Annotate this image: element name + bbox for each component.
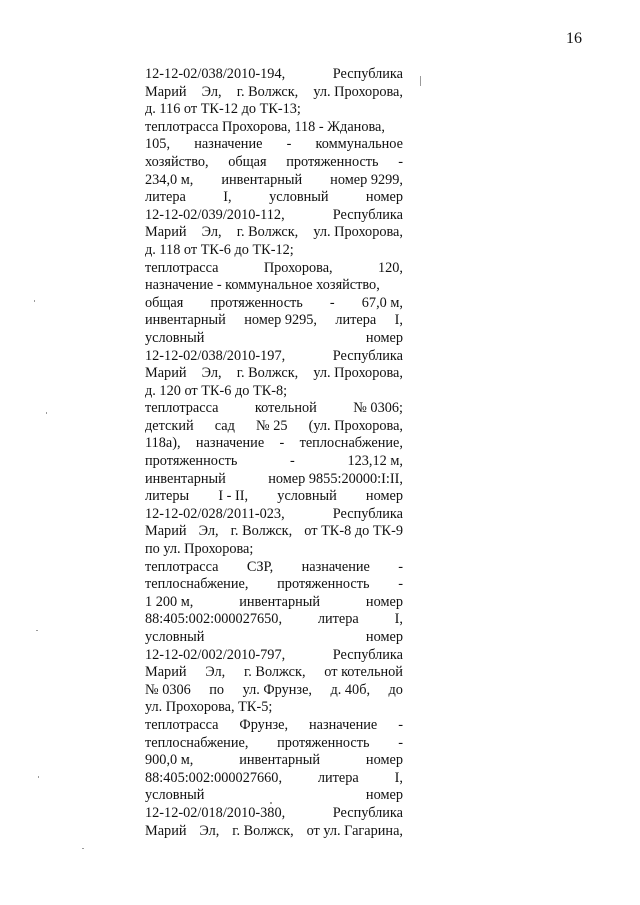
text-word: коммунальное [315,136,403,153]
text-line [145,541,403,559]
text-word: 12-12-02/038/2010-197, [145,347,286,364]
text-word: условный [145,787,205,804]
text-word: Эл, [201,224,222,241]
text-word: I, [394,312,403,329]
text-word: I, [223,189,232,206]
text-word: детский [145,417,194,434]
text-line [145,365,403,383]
text-word: протяженность [210,294,303,311]
text-line [145,207,403,225]
text-word: 234,0 м, [145,171,194,188]
text-line [145,823,403,841]
text-word: I, [394,769,403,786]
text-word: Республика [332,646,403,663]
text-word: инвентарный [221,171,303,188]
text-word: Республика [332,66,403,82]
text-line [145,348,403,366]
text-line [145,770,403,788]
text-word: Эл, [201,365,222,382]
text-word: теплоснабжение, [299,435,403,452]
text-word: ул. Прохорова, [313,365,403,382]
text-word: г. Волжск, [230,523,293,540]
text-line [145,717,403,735]
text-word: - [398,153,403,170]
text-word: 12-12-02/018/2010-380, [145,804,286,821]
text-word: теплотрасса [145,558,219,575]
text-word: Марий [145,664,187,681]
text-word: Эл, [201,83,222,100]
scan-speck [36,630,38,631]
text-line [145,242,403,260]
text-word: д. 40б, [330,681,371,698]
text-word: общая [228,153,267,170]
text-word: I - II, [218,488,249,505]
text-line [145,752,403,770]
text-word: 88:405:002:000027660, [145,769,283,786]
text-line [145,277,403,295]
text-word: номер [365,787,403,804]
text-line [145,154,403,172]
text-word: инвентарный [145,312,226,329]
text-word: номер 9295, [244,312,317,329]
text-word: д. 118 от ТК-6 до ТК-12; [145,241,294,258]
text-line [145,805,403,823]
text-line [145,488,403,506]
text-line [145,400,403,418]
document-body [145,66,403,840]
text-word: Эл, [199,822,220,839]
text-line [145,260,403,278]
text-word: 12-12-02/028/2011-023, [145,505,285,522]
text-line [145,330,403,348]
text-word: - [329,294,335,311]
text-word: 1 200 м, [145,593,194,610]
text-word: д. 116 от ТК-12 до ТК-13; [145,101,301,118]
text-word: ул. Прохорова, ТК-5; [145,699,273,716]
text-line [145,594,403,612]
text-word: 12-12-02/038/2010-194, [145,66,286,82]
text-word: литера [335,312,377,329]
text-line [145,664,403,682]
text-word: 120, [377,259,403,276]
text-word: номер [365,488,403,505]
text-word: ул. Прохорова, [313,224,403,241]
text-word: теплотрасса [145,400,219,417]
text-word: назначение [301,558,370,575]
text-word: по ул. Прохорова; [145,541,254,558]
text-word: г. Волжск, [236,224,299,241]
text-word: назначение [309,716,378,733]
text-word: назначение [194,136,263,153]
text-word: по [209,681,225,698]
text-line [145,172,403,190]
text-word: Фрунзе, [239,716,289,733]
scan-speck [34,300,35,302]
text-word: № 0306; [353,400,403,417]
text-line [145,787,403,805]
text-line [145,629,403,647]
text-word: Прохорова, [263,259,333,276]
text-line [145,312,403,330]
text-line [145,418,403,436]
text-word: протяженность [286,153,379,170]
text-word: СЗР, [246,558,274,575]
text-word: 12-12-02/039/2010-112, [145,206,285,223]
text-word: литера [317,769,359,786]
text-word: протяженность [145,453,238,470]
text-line [145,647,403,665]
text-word: ул. Фрунзе, [242,681,312,698]
text-word: - [398,576,403,593]
text-word: инвентарный [145,470,226,487]
text-word: № 0306 [145,681,191,698]
scan-speck [38,776,39,778]
text-word: литера [317,611,359,628]
scan-speck [420,76,421,86]
text-word: - [398,716,403,733]
text-word: от ул. Гагарина, [306,822,403,839]
scan-speck [82,848,84,849]
text-word: котельной [254,400,317,417]
text-word: Республика [332,505,403,522]
text-word: I, [394,611,403,628]
text-word: 67,0 м, [361,294,403,311]
text-word: литера [145,189,186,206]
text-word: условный [277,488,337,505]
text-word: инвентарный [239,752,321,769]
text-word: номер [365,629,403,645]
text-word: Республика [332,347,403,364]
text-word: от котельной [324,664,403,681]
text-word: Марий [145,523,187,540]
page-number: 16 [566,30,582,47]
text-line [145,119,403,137]
text-word: хозяйство, [145,153,209,170]
text-word: от ТК-8 до ТК-9 [304,523,403,540]
text-word: г. Волжск, [236,365,299,382]
text-word: - [398,558,403,575]
text-word: номер [365,752,403,769]
text-word: 12-12-02/002/2010-797, [145,646,286,663]
text-line [145,383,403,401]
text-line [145,559,403,577]
text-word: г. Волжск, [236,83,299,100]
text-word: 123,12 м, [347,453,403,470]
text-word: литеры [145,488,190,505]
text-word: теплотрасса [145,259,219,276]
text-word: № 25 [256,417,288,434]
text-word: Республика [332,206,403,223]
text-word: Марий [145,365,187,382]
text-line [145,295,403,313]
text-line [145,576,403,594]
text-word: теплотрасса [145,716,219,733]
text-word: инвентарный [239,593,321,610]
text-word: общая [145,294,184,311]
text-word: теплоснабжение, [145,576,249,593]
text-word: теплотрасса Прохорова, 118 - Жданова, [145,118,385,135]
text-word: (ул. Прохорова, [308,417,403,434]
text-word: номер [365,189,403,206]
text-word: номер [365,593,403,610]
text-word: - [290,453,295,470]
text-word: д. 120 от ТК-6 до ТК-8; [145,382,288,399]
text-word: - [398,734,403,751]
text-word: Республика [332,804,403,821]
text-word: ул. Прохорова, [313,83,403,100]
text-word: Эл, [198,523,219,540]
text-word: протяженность [277,734,370,751]
text-word: 88:405:002:000027650, [145,611,283,628]
text-line [145,136,403,154]
text-word: Марий [145,224,187,241]
text-line [145,611,403,629]
text-word: теплоснабжение, [145,734,249,751]
text-line [145,506,403,524]
scan-speck [46,412,47,414]
text-line [145,735,403,753]
text-word: номер 9299, [330,171,403,188]
text-line [145,101,403,119]
text-line [145,435,403,453]
text-word: Марий [145,83,187,100]
text-line [145,682,403,700]
text-word: условный [145,329,205,346]
text-word: номер 9855:20000:I:II, [268,470,403,487]
text-word: условный [269,189,329,206]
text-word: Эл, [205,664,226,681]
text-line [145,189,403,207]
text-word: сад [214,417,235,434]
text-word: условный [145,629,205,645]
scan-speck [270,802,272,804]
text-word: г. Волжск, [244,664,306,681]
text-word: г. Волжск, [232,822,294,839]
text-line [145,84,403,102]
text-word: Марий [145,822,187,839]
text-word: 118а), [145,435,181,452]
text-word: протяженность [277,576,370,593]
text-word: номер [365,329,403,346]
text-word: до [388,681,403,698]
text-line [145,523,403,541]
text-line [145,224,403,242]
text-word: - [286,136,292,153]
text-line [145,699,403,717]
text-line [145,471,403,489]
text-line [145,453,403,471]
text-line [145,66,403,84]
text-word: 105, [145,136,171,153]
text-word: назначение [195,435,265,452]
text-word: назначение - коммунальное хозяйство, [145,277,380,294]
text-word: - [279,435,285,452]
text-word: 900,0 м, [145,752,194,769]
